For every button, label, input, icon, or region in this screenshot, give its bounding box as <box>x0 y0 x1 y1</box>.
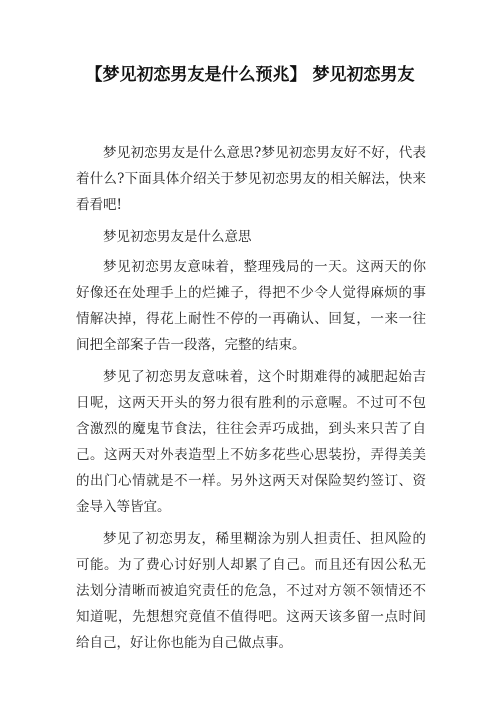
paragraph-1: 梦见初恋男友意味着，整理残局的一天。这两天的你好像还在处理手上的烂摊子，得把不少令人觉得麻烦的事情解决掉，得花上耐性不停的一再确认、回复，一来一往间把全部案子告一段落，完整的结束。 <box>76 259 426 353</box>
paragraph-3: 梦见了初恋男友，稀里糊涂为别人担责任、担风险的可能。为了费心讨好别人却累了自己。而且还有因公私无法划分清晰而被追究责任的危急，不过对方领不领情还不知道呢，先想想究竟值不值得吧。这两天该多留一点时间给自己，好让你也能为自己做点事。 <box>76 531 426 651</box>
document-title: 【梦见初恋男友是什么预兆】 梦见初恋男友 <box>85 65 415 85</box>
intro-paragraph: 梦见初恋男友是什么意思?梦见初恋男友好不好，代表着什么?下面具体介绍关于梦见初恋男友的相关解法，快来看看吧! <box>76 145 426 213</box>
document-body <box>76 140 426 662</box>
paragraph-2: 梦见了初恋男友意味着，这个时期难得的减肥起始吉日呢，这两天开头的努力很有胜利的示意喔。不过可不包含激烈的魔鬼节食法，往往会弄巧成拙，到头来只苦了自己。这两天对外表造型上不妨多花些心思装扮，弄得美美的出门心情就是不一样。另外这两天对保险契约签订、资金导入等皆宜。 <box>76 369 426 515</box>
section-heading: 梦见初恋男友是什么意思 <box>103 229 252 245</box>
